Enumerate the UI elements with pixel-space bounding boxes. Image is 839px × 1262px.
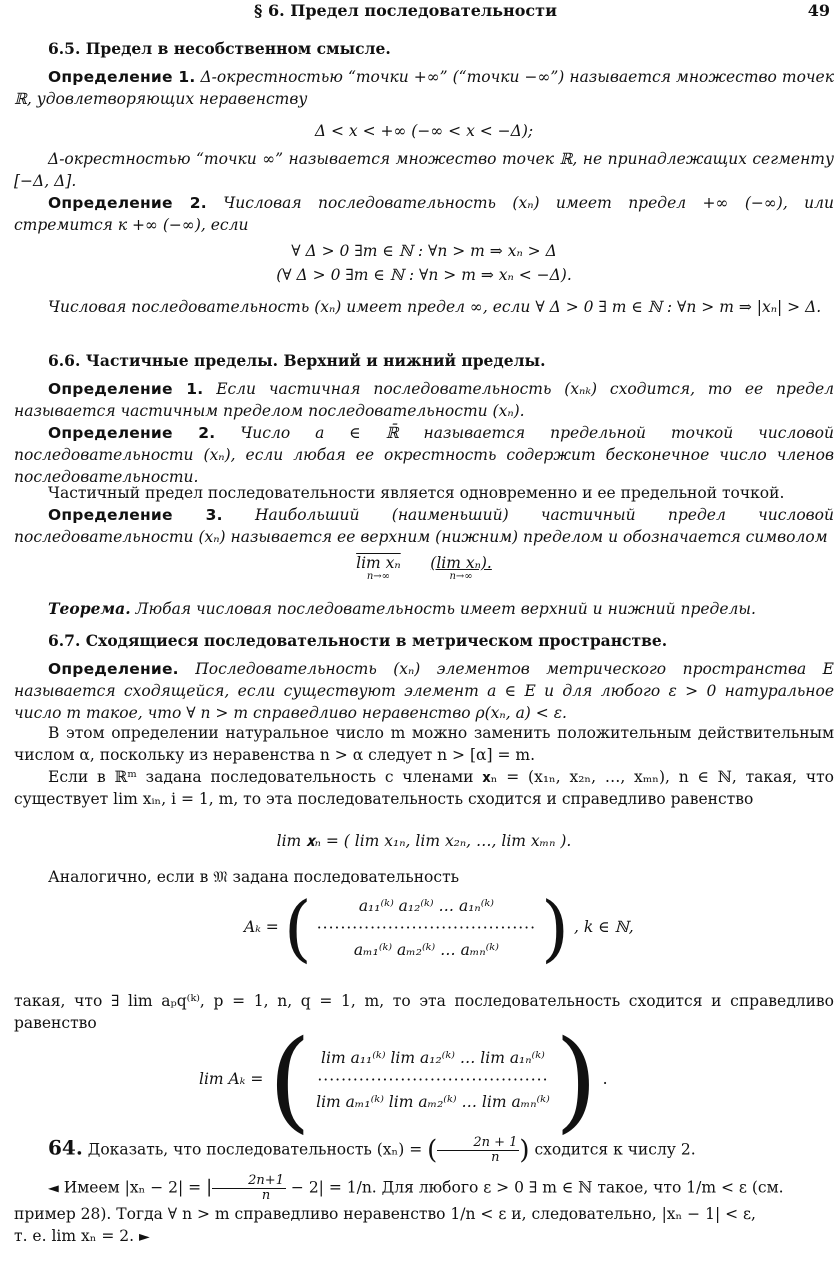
definition-paragraph xyxy=(14,658,834,724)
matrix-body xyxy=(317,895,536,961)
definition-label: Определение 1. xyxy=(48,68,196,86)
problem-text-end: сходится к числу 2. xyxy=(534,1140,696,1159)
definition-text-2: Δ-окрестностью “точки ∞” называется множество точек ℝ, не принадлежащих сегменту [−Δ, Δ]. xyxy=(14,150,834,190)
definition-label: Определение 2. xyxy=(48,424,216,442)
formula-minus-infinity: (∀ Δ > 0 ∃m ∈ ℕ : ∀n > m ⇒ xₙ < −Δ). xyxy=(276,266,572,284)
paragraph-rm-sequence xyxy=(14,766,834,810)
matrix-body xyxy=(316,1047,550,1113)
right-paren: ) xyxy=(540,886,570,970)
matrix-rhs: , k ∈ ℕ, xyxy=(574,918,634,936)
solution-end-marker: ► xyxy=(139,1229,150,1245)
liminf-subscript: n→∞ xyxy=(449,571,473,582)
section-6-5 xyxy=(14,38,834,60)
equation-rm-limit xyxy=(14,830,834,852)
theorem-paragraph xyxy=(14,598,834,620)
equation-lhs: lim Aₖ = xyxy=(199,1070,264,1088)
solution-line: пример 28). Тогда ∀ n > m справедливо неравенство 1/n < ε и, следовательно, |xₙ − 1| < ε, xyxy=(14,1205,756,1223)
definition-text: Числовая последовательность (xₙ) имеет предел +∞ (−∞), или стремится к +∞ (−∞), если xyxy=(14,194,834,234)
paragraph-matrix-limit xyxy=(14,990,834,1034)
fraction-numerator: 2n+1 xyxy=(212,1174,286,1189)
definition-text: Если частичная последовательность (xₙₖ) сходится, то ее предел называется частичным пределом последовательности (xₙ). xyxy=(14,380,834,420)
definition-2-continuation xyxy=(14,296,834,318)
liminf-text: (lim xₙ). xyxy=(430,554,492,572)
paragraph-text: такая, что ∃ lim aₚq⁽ᵏ⁾, p = 1, n, q = 1, m, то эта последовательность сходится и справедливо равенство xyxy=(14,992,834,1032)
section-title: 6.7. Сходящиеся последовательности в метрическом пространстве. xyxy=(48,631,668,650)
solution-block xyxy=(14,1174,834,1248)
definition-2-block xyxy=(14,192,834,236)
equation-end: . xyxy=(602,1070,608,1088)
definition-3-block xyxy=(14,504,834,548)
left-paren: ( xyxy=(283,886,312,970)
section-6-6 xyxy=(14,350,834,372)
fraction-denominator: n xyxy=(261,1188,271,1203)
limsup-symbol xyxy=(356,556,401,584)
matrix-lhs: Aₖ = xyxy=(244,918,279,936)
limsup-subscript: n→∞ xyxy=(366,571,390,582)
definition-paragraph xyxy=(14,422,834,488)
definition-1-block xyxy=(14,378,834,422)
fraction-denominator: n xyxy=(491,1150,500,1165)
definition-text: Наибольший (наименьший) частичный предел числовой последовательности (xₙ) называется ее верхним (нижним) пределом и обозначается символом xyxy=(14,506,834,546)
section-title: 6.6. Частичные пределы. Верхний и нижний пределы. xyxy=(48,351,546,370)
page-number: 49 xyxy=(807,1,830,20)
fraction-numerator: 2n + 1 xyxy=(437,1136,519,1151)
definition-1-block xyxy=(14,66,834,110)
matrix-sequence xyxy=(244,886,644,970)
fraction xyxy=(212,1174,286,1203)
definition-paragraph xyxy=(14,66,834,110)
paragraph-text: Если в ℝᵐ задана последовательность с членами 𝐱ₙ = (x₁ₙ, x₂ₙ, …, xₘₙ), n ∈ ℕ, такая, что существует lim xᵢₙ, i = 1, m, то эта последовательность сходится и справедливо равенство xyxy=(14,768,834,808)
paragraph-text: Частичный предел последовательности является одновременно и ее предельной точкой. xyxy=(48,484,785,502)
matrix-row: a₁₁⁽ᵏ⁾ a₁₂⁽ᵏ⁾ … a₁ₙ⁽ᵏ⁾ xyxy=(358,897,494,915)
paragraph-matrix-space xyxy=(14,866,834,888)
right-paren: ) xyxy=(519,1135,530,1166)
problem-number: 64. xyxy=(48,1135,83,1160)
formula-neighborhood: Δ < x < +∞ (−∞ < x < −Δ); xyxy=(314,122,534,140)
definition-label: Определение 2. xyxy=(48,194,207,212)
fraction xyxy=(437,1136,519,1165)
section-title: 6.5. Предел в несобственном смысле. xyxy=(48,39,391,58)
running-header xyxy=(14,0,834,24)
matrix-dots: ····································· xyxy=(316,919,537,937)
definition-paragraph xyxy=(14,504,834,548)
definition-paragraph xyxy=(14,378,834,422)
right-paren: ) xyxy=(554,1016,598,1144)
problem-text: Доказать, что последовательность (xₙ) = xyxy=(87,1140,423,1159)
limsup-text: lim xₙ xyxy=(356,554,401,572)
definition-text-2: Числовая последовательность (xₙ) имеет предел ∞, если ∀ Δ > 0 ∃ m ∈ ℕ : ∀n > m ⇒ |xₙ| > Δ. xyxy=(48,298,822,316)
partial-limit-paragraph xyxy=(14,482,834,504)
matrix-row: lim aₘ₁⁽ᵏ⁾ lim aₘ₂⁽ᵏ⁾ … lim aₘₙ⁽ᵏ⁾ xyxy=(316,1093,550,1111)
section-6-7 xyxy=(14,630,834,652)
solution-text: т. е. lim xₙ = 2. xyxy=(14,1227,135,1245)
solution-text: − 2| = 1/n. Для любого ε > 0 ∃ m ∈ ℕ такое, что 1/m < ε (см. xyxy=(290,1178,784,1197)
theorem-label: Теорема. xyxy=(48,599,131,618)
definition-paragraph xyxy=(14,192,834,236)
paragraph-natural-number xyxy=(14,722,834,766)
theorem-text: Любая числовая последовательность имеет верхний и нижний пределы. xyxy=(135,600,756,618)
equation-text: lim 𝐱ₙ = ( lim x₁ₙ, lim x₂ₙ, …, lim xₘₙ ). xyxy=(276,832,572,850)
definition-block xyxy=(14,658,834,724)
definition-label: Определение. xyxy=(48,660,179,678)
paragraph-text: Аналогично, если в 𝔐 задана последовательность xyxy=(48,868,460,886)
left-paren: ( xyxy=(427,1135,438,1166)
theorem-block xyxy=(14,598,834,620)
matrix-row: lim a₁₁⁽ᵏ⁾ lim a₁₂⁽ᵏ⁾ … lim a₁ₙ⁽ᵏ⁾ xyxy=(321,1049,545,1067)
definition-text: Δ-окрестностью “точки +∞” (“точки −∞”) называется множество точек ℝ, удовлетворяющих неравенству xyxy=(14,68,834,108)
problem-statement xyxy=(14,1136,834,1165)
liminf-symbol xyxy=(430,556,492,584)
left-paren: ( xyxy=(268,1016,312,1144)
header-title: § 6. Предел последовательности xyxy=(254,1,557,20)
definition-1-continuation xyxy=(14,148,834,192)
problem-64 xyxy=(14,1136,834,1165)
solution-text: Имеем |xₙ − 2| = xyxy=(63,1178,202,1197)
formula-limsup-liminf xyxy=(14,556,834,584)
formula-plus-infinity: ∀ Δ > 0 ∃m ∈ ℕ : ∀n > m ⇒ xₙ > Δ xyxy=(291,242,557,260)
solution-line xyxy=(14,1225,834,1248)
matrix-dots: ······································· xyxy=(317,1071,549,1089)
definition-label: Определение 1. xyxy=(48,380,204,398)
definition-text: Число a ∈ ℝ̄ называется предельной точкой числовой последовательности (xₙ), если любая ее окрестность содержит бесконечное число членов последовательности. xyxy=(14,424,835,486)
matrix-row: aₘ₁⁽ᵏ⁾ aₘ₂⁽ᵏ⁾ … aₘₙ⁽ᵏ⁾ xyxy=(353,941,499,959)
solution-start-marker: ◄ xyxy=(48,1180,59,1197)
paragraph-text: В этом определении натуральное число m можно заменить положительным действительным числом α, поскольку из неравенства n > α следует n > [α] = m. xyxy=(14,724,834,764)
solution-line: ◄ Имеем |xₙ − 2| = | $\frac{2n+1}{n}$ − 2| = 1/n. Для любого ε > 0 ∃ m ∈ ℕ такое, что 1/m < ε (см. xyxy=(48,1173,784,1203)
definition-2-block xyxy=(14,422,834,488)
definition-text: Последовательность (xₙ) элементов метрического пространства E называется сходящейся, если существуют элемент a ∈ E и для любого ε > 0 натуральное число m такое, что ∀ n > m справедливо неравенство ρ(xₙ, a) < ε. xyxy=(14,660,834,722)
definition-label: Определение 3. xyxy=(48,506,223,524)
